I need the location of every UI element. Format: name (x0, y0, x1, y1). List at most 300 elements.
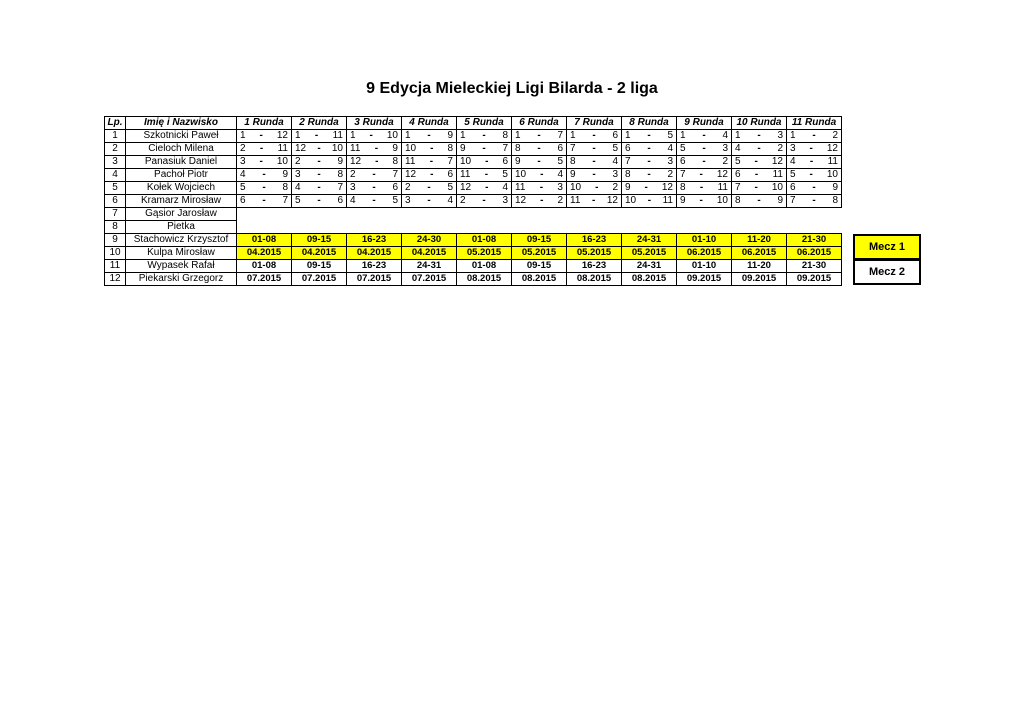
pairing-cell (622, 169, 677, 182)
pairing-row (237, 195, 842, 208)
away-player: 12 (606, 195, 618, 206)
pairing (622, 195, 676, 207)
date-month: 08.2015 (512, 273, 567, 286)
away-player: 10 (771, 182, 783, 193)
home-player: 4 (350, 195, 356, 206)
separator: - (484, 169, 489, 180)
date-days: 09-15 (292, 234, 347, 247)
away-player: 6 (502, 156, 508, 167)
away-player: 6 (337, 195, 343, 206)
round-header: 9 Runda (677, 117, 732, 130)
home-player: 4 (735, 143, 741, 154)
away-player: 2 (612, 182, 618, 193)
date-month: 04.2015 (347, 247, 402, 260)
player-lp: 6 (105, 195, 126, 208)
away-player: 8 (337, 169, 343, 180)
separator: - (259, 130, 263, 141)
player-lp: 12 (105, 273, 126, 286)
separator: - (812, 182, 816, 193)
pairing (347, 169, 401, 181)
pairing (622, 169, 676, 181)
pairing-cell (512, 169, 567, 182)
separator: - (591, 195, 596, 206)
separator: - (647, 130, 651, 141)
player-lp: 1 (105, 130, 126, 143)
away-player: 2 (832, 130, 838, 141)
date-days: 24-30 (402, 234, 457, 247)
player-row (105, 143, 237, 156)
pairing (677, 195, 731, 207)
pairing-cell (677, 169, 732, 182)
separator: - (592, 130, 596, 141)
dates-row (237, 234, 842, 247)
separator: - (482, 143, 486, 154)
pairing (347, 156, 401, 168)
page-title: 9 Edycja Mieleckiej Ligi Bilarda - 2 liga (366, 80, 658, 97)
separator: - (809, 156, 814, 167)
pairing (292, 182, 346, 194)
date-month: 05.2015 (457, 247, 512, 260)
date-days: 16-23 (347, 260, 402, 273)
pairing-cell (787, 182, 842, 195)
pairing-cell (732, 143, 787, 156)
away-player: 10 (276, 156, 288, 167)
date-month: 05.2015 (567, 247, 622, 260)
dates-row (237, 260, 842, 273)
pairing (512, 143, 566, 155)
pairing (402, 195, 456, 207)
home-player: 10 (405, 143, 417, 154)
separator: - (537, 130, 541, 141)
pairing-cell (347, 195, 402, 208)
home-player: 12 (295, 143, 307, 154)
date-month: 07.2015 (292, 273, 347, 286)
date-month: 06.2015 (787, 247, 842, 260)
name-header: Imię i Nazwisko (126, 117, 237, 130)
pairing-cell (237, 143, 292, 156)
away-player: 3 (612, 169, 618, 180)
pairing-cell (292, 169, 347, 182)
pairing (292, 156, 346, 168)
home-player: 4 (790, 156, 796, 167)
separator: - (429, 156, 434, 167)
player-name: Pachoł Piotr (126, 169, 237, 182)
away-player: 4 (667, 143, 673, 154)
pairing-cell (622, 130, 677, 143)
home-player: 6 (625, 143, 631, 154)
pairing (567, 143, 621, 155)
separator: - (757, 195, 761, 206)
home-player: 5 (240, 182, 246, 193)
away-player: 9 (337, 156, 343, 167)
separator: - (430, 169, 434, 180)
pairing (787, 130, 841, 142)
pairing-cell (457, 143, 512, 156)
away-player: 2 (722, 156, 728, 167)
pairing-cell (402, 156, 457, 169)
separator: - (317, 143, 321, 154)
pairing-cell (732, 156, 787, 169)
pairing-cell (567, 130, 622, 143)
mecz-2-label: Mecz 2 (853, 259, 921, 285)
mecz-1-label: Mecz 1 (853, 234, 921, 260)
home-player: 1 (790, 130, 796, 141)
date-days: 01-08 (457, 234, 512, 247)
home-player: 7 (625, 156, 631, 167)
separator: - (539, 182, 544, 193)
lp-header: Lp. (105, 117, 126, 130)
home-player: 2 (350, 169, 356, 180)
separator: - (485, 182, 489, 193)
pairing (402, 143, 456, 155)
separator: - (427, 182, 431, 193)
pairing (622, 156, 676, 168)
pairing-row (237, 182, 842, 195)
pairing-cell (292, 182, 347, 195)
separator: - (262, 169, 266, 180)
pairing (512, 169, 566, 181)
separator: - (374, 143, 379, 154)
pairing (622, 143, 676, 155)
dates-row (237, 273, 842, 286)
pairing-cell (237, 182, 292, 195)
home-player: 8 (515, 143, 521, 154)
player-lp: 2 (105, 143, 126, 156)
separator: - (699, 182, 704, 193)
separator: - (699, 169, 703, 180)
away-player: 5 (612, 143, 618, 154)
pairing (237, 130, 291, 142)
pairing-cell (402, 143, 457, 156)
home-player: 9 (570, 169, 576, 180)
pairing (237, 195, 291, 207)
player-row (105, 182, 237, 195)
home-player: 12 (405, 169, 417, 180)
date-days: 09-15 (512, 234, 567, 247)
date-days: 24-31 (622, 260, 677, 273)
home-player: 8 (570, 156, 576, 167)
pairing (732, 195, 786, 207)
away-player: 4 (502, 182, 508, 193)
home-player: 11 (460, 169, 471, 180)
pairing-cell (512, 156, 567, 169)
date-days: 09-15 (512, 260, 567, 273)
away-player: 3 (667, 156, 673, 167)
away-player: 8 (502, 130, 508, 141)
home-player: 11 (570, 195, 581, 206)
date-month: 04.2015 (237, 247, 292, 260)
pairing (677, 130, 731, 142)
pairing (347, 130, 401, 142)
separator: - (427, 130, 431, 141)
away-player: 9 (777, 195, 783, 206)
pairing-cell (347, 182, 402, 195)
date-days: 16-23 (567, 260, 622, 273)
away-player: 10 (716, 195, 728, 206)
pairing (292, 169, 346, 181)
pairing (567, 195, 621, 207)
pairing (732, 169, 786, 181)
separator: - (427, 195, 431, 206)
player-row (105, 247, 237, 260)
player-row (105, 260, 237, 273)
pairing-cell (402, 195, 457, 208)
date-month: 05.2015 (512, 247, 567, 260)
separator: - (754, 156, 758, 167)
separator: - (372, 182, 376, 193)
date-month: 08.2015 (567, 273, 622, 286)
separator: - (592, 156, 596, 167)
home-player: 6 (680, 156, 686, 167)
away-player: 12 (276, 130, 288, 141)
pairing (512, 182, 566, 194)
separator: - (317, 195, 321, 206)
home-player: 11 (405, 156, 416, 167)
separator: - (699, 195, 703, 206)
pairing-cell (512, 143, 567, 156)
pairing-cell (622, 182, 677, 195)
pairing-cell (567, 156, 622, 169)
away-player: 2 (777, 143, 783, 154)
home-player: 8 (680, 182, 686, 193)
round-header: 5 Runda (457, 117, 512, 130)
away-player: 12 (716, 169, 728, 180)
separator: - (259, 143, 264, 154)
pairing-cell (787, 143, 842, 156)
date-month: 08.2015 (457, 273, 512, 286)
date-days: 01-08 (457, 260, 512, 273)
pairing (347, 143, 401, 155)
separator: - (595, 182, 599, 193)
home-player: 12 (350, 156, 362, 167)
date-month: 07.2015 (347, 273, 402, 286)
pairing-cell (512, 182, 567, 195)
round-header: 3 Runda (347, 117, 402, 130)
away-player: 11 (717, 182, 728, 193)
pairing (622, 130, 676, 142)
pairing (402, 182, 456, 194)
away-player: 4 (557, 169, 563, 180)
separator: - (430, 143, 434, 154)
player-row (105, 195, 237, 208)
home-player: 9 (460, 143, 466, 154)
date-days: 01-10 (677, 260, 732, 273)
home-player: 8 (735, 195, 741, 206)
away-player: 12 (771, 156, 783, 167)
player-row (105, 156, 237, 169)
pairing (787, 182, 841, 194)
home-player: 3 (350, 182, 356, 193)
home-player: 10 (515, 169, 527, 180)
home-player: 1 (680, 130, 686, 141)
away-player: 8 (282, 182, 288, 193)
player-row (105, 234, 237, 247)
home-player: 8 (625, 169, 631, 180)
date-month: 04.2015 (402, 247, 457, 260)
player-lp: 7 (105, 208, 126, 221)
home-player: 6 (240, 195, 246, 206)
away-player: 12 (661, 182, 673, 193)
date-days: 24-31 (622, 234, 677, 247)
pairing (292, 195, 346, 207)
date-days: 11-20 (732, 234, 787, 247)
away-player: 8 (447, 143, 453, 154)
pairing (457, 169, 511, 181)
home-player: 11 (350, 143, 361, 154)
pairing-cell (677, 195, 732, 208)
pairing-cell (292, 130, 347, 143)
away-player: 11 (332, 130, 343, 141)
away-player: 7 (502, 143, 508, 154)
pairing (787, 156, 841, 168)
date-days: 01-10 (677, 234, 732, 247)
home-player: 7 (570, 143, 576, 154)
pairing-row (237, 156, 842, 169)
away-player: 4 (447, 195, 453, 206)
separator: - (757, 143, 761, 154)
away-player: 9 (282, 169, 288, 180)
pairing-cell (457, 130, 512, 143)
away-player: 7 (392, 169, 398, 180)
round-header: 6 Runda (512, 117, 567, 130)
home-player: 1 (240, 130, 246, 141)
away-player: 7 (337, 182, 343, 193)
dates-row (237, 247, 842, 260)
home-player: 10 (570, 182, 582, 193)
home-player: 1 (515, 130, 521, 141)
pairing (237, 169, 291, 181)
pairing-cell (787, 156, 842, 169)
separator: - (757, 130, 761, 141)
away-player: 2 (667, 169, 673, 180)
separator: - (259, 156, 263, 167)
away-player: 5 (502, 169, 508, 180)
pairing (292, 130, 346, 142)
pairing-cell (732, 195, 787, 208)
home-player: 5 (790, 169, 796, 180)
pairing-row (237, 169, 842, 182)
separator: - (317, 182, 321, 193)
pairing-cell (347, 156, 402, 169)
pairing-cell (402, 130, 457, 143)
date-days: 01-08 (237, 234, 292, 247)
player-name: Szkotnicki Paweł (126, 130, 237, 143)
pairing-cell (787, 195, 842, 208)
dates-table (236, 233, 842, 286)
pairing-cell (567, 195, 622, 208)
player-name: Panasiuk Daniel (126, 156, 237, 169)
player-name: Kramarz Mirosław (126, 195, 237, 208)
separator: - (812, 195, 816, 206)
home-player: 9 (515, 156, 521, 167)
player-lp: 11 (105, 260, 126, 273)
pairing (347, 195, 401, 207)
pairing-cell (732, 182, 787, 195)
separator: - (809, 169, 813, 180)
pairing-cell (732, 130, 787, 143)
pairing (567, 169, 621, 181)
pairing (732, 130, 786, 142)
pairing-cell (622, 143, 677, 156)
player-lp: 3 (105, 156, 126, 169)
pairing (677, 156, 731, 168)
pairing-cell (292, 143, 347, 156)
home-player: 2 (405, 182, 411, 193)
separator: - (592, 169, 596, 180)
round-header: 7 Runda (567, 117, 622, 130)
pairing (732, 182, 786, 194)
home-player: 10 (625, 195, 637, 206)
pairing-cell (677, 130, 732, 143)
home-player: 12 (460, 182, 472, 193)
away-player: 6 (447, 169, 453, 180)
date-days: 16-23 (347, 234, 402, 247)
away-player: 8 (832, 195, 838, 206)
date-month: 06.2015 (677, 247, 732, 260)
home-player: 1 (570, 130, 576, 141)
round-header: 2 Runda (292, 117, 347, 130)
separator: - (262, 195, 266, 206)
pairing-cell (457, 195, 512, 208)
home-player: 5 (295, 195, 301, 206)
away-player: 7 (557, 130, 563, 141)
pairing-cell (457, 182, 512, 195)
pairing-cell (787, 169, 842, 182)
pairing (787, 169, 841, 181)
away-player: 3 (777, 130, 783, 141)
date-days: 21-30 (787, 234, 842, 247)
pairing (567, 182, 621, 194)
player-name: Cieloch Milena (126, 143, 237, 156)
separator: - (647, 169, 651, 180)
pairing-cell (237, 156, 292, 169)
home-player: 7 (735, 182, 741, 193)
home-player: 9 (680, 195, 686, 206)
away-player: 4 (722, 130, 728, 141)
pairing-cell (237, 169, 292, 182)
pairing-cell (292, 195, 347, 208)
player-row (105, 273, 237, 286)
away-player: 5 (667, 130, 673, 141)
pairing-cell (347, 143, 402, 156)
date-month: 09.2015 (732, 273, 787, 286)
pairing-cell (622, 156, 677, 169)
player-row (105, 130, 237, 143)
pairing-cell (402, 169, 457, 182)
pairing-cell (402, 182, 457, 195)
home-player: 6 (735, 169, 741, 180)
home-player: 1 (295, 130, 301, 141)
player-name: Wypasek Rafał (126, 260, 237, 273)
rounds-table (236, 116, 842, 208)
pairing (787, 195, 841, 207)
home-player: 10 (460, 156, 472, 167)
pairing (677, 169, 731, 181)
away-player: 9 (392, 143, 398, 154)
date-days: 09-15 (292, 260, 347, 273)
separator: - (314, 130, 319, 141)
pairing (347, 182, 401, 194)
player-lp: 10 (105, 247, 126, 260)
pairing (402, 156, 456, 168)
pairing (457, 156, 511, 168)
away-player: 9 (447, 130, 453, 141)
separator: - (485, 156, 489, 167)
date-days: 24-31 (402, 260, 457, 273)
away-player: 2 (557, 195, 563, 206)
separator: - (812, 130, 816, 141)
separator: - (702, 130, 706, 141)
